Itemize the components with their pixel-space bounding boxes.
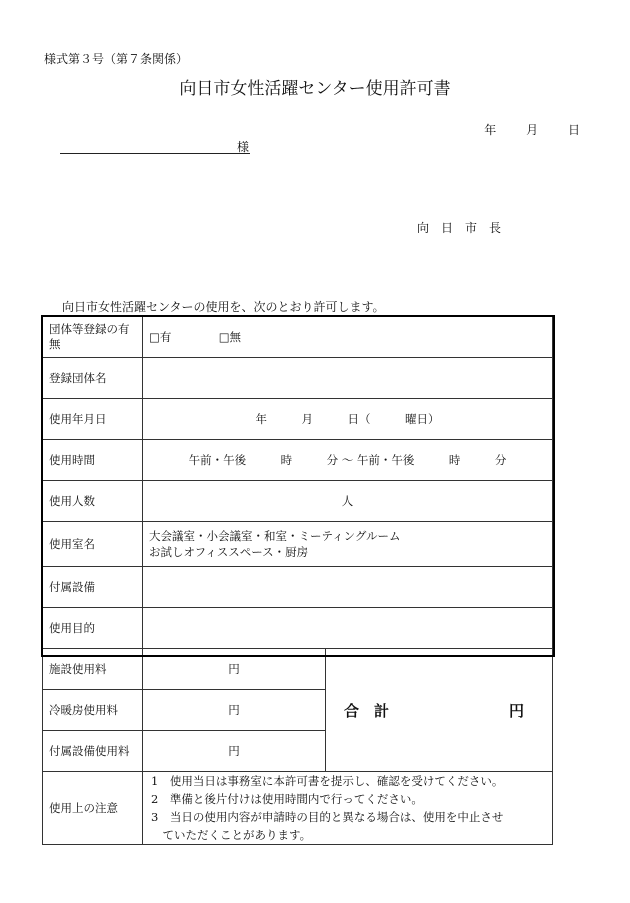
date-year: 年	[484, 123, 497, 137]
permit-table	[42, 316, 553, 845]
addressee-line	[60, 153, 250, 154]
note-item: 1 使用当日は事務室に本許可書を提示し、確認を受けてください。	[151, 774, 504, 788]
issuer-name: 向日市長	[417, 221, 514, 235]
use-date-label: 使用年月日	[43, 399, 143, 440]
equipment-fee-label: 付属設備使用料	[43, 731, 143, 772]
total-yen: 円	[508, 701, 524, 720]
room-line-2: お試しオフィススペース・厨房	[149, 545, 309, 559]
facility-fee-field[interactable]: 円	[143, 649, 326, 690]
use-date-field[interactable]: 年 月 日（ 曜日）	[143, 399, 553, 440]
aircon-fee-label: 冷暖房使用料	[43, 690, 143, 731]
date-day: 日	[567, 123, 580, 137]
room-options[interactable]	[143, 522, 553, 567]
equipment-fee-field[interactable]: 円	[143, 731, 326, 772]
total-label: 合 計	[344, 701, 390, 720]
issue-date	[458, 121, 580, 138]
note-item: 2 準備と後片付けは使用時間内で行ってください。	[151, 792, 423, 806]
document-title: 向日市女性活躍センター使用許可書	[179, 79, 451, 99]
people-label: 使用人数	[43, 481, 143, 522]
equipment-label: 付属設備	[43, 567, 143, 608]
people-field[interactable]: 人	[143, 481, 553, 522]
group-name-field[interactable]	[143, 358, 553, 399]
use-time-field[interactable]: 午前・午後 時 分 〜 午前・午後 時 分	[143, 440, 553, 481]
group-name-label: 登録団体名	[43, 358, 143, 399]
registration-yes-checkbox[interactable]: □有	[149, 330, 172, 344]
addressee-suffix: 様	[237, 140, 250, 154]
notes-label: 使用上の注意	[43, 772, 143, 845]
form-number: 様式第３号（第７条関係）	[44, 52, 189, 66]
registration-options	[143, 317, 553, 358]
note-item: ていただくことがあります。	[151, 828, 312, 842]
purpose-field[interactable]	[143, 608, 553, 649]
total-cell	[326, 649, 553, 772]
registration-label: 団体等登録の有無	[43, 317, 143, 358]
intro-text: 向日市女性活躍センターの使用を、次のとおり許可します。	[62, 300, 385, 314]
note-item: 3 当日の使用内容が申請時の目的と異なる場合は、使用を中止させ	[151, 810, 504, 824]
equipment-field[interactable]	[143, 567, 553, 608]
room-line-1: 大会議室・小会議室・和室・ミーティングルーム	[149, 529, 401, 543]
use-time-label: 使用時間	[43, 440, 143, 481]
aircon-fee-field[interactable]: 円	[143, 690, 326, 731]
registration-no-checkbox[interactable]: □無	[218, 330, 242, 344]
purpose-label: 使用目的	[43, 608, 143, 649]
notes-list	[143, 772, 553, 845]
facility-fee-label: 施設使用料	[43, 649, 143, 690]
date-month: 月	[526, 123, 539, 137]
room-label: 使用室名	[43, 522, 143, 567]
